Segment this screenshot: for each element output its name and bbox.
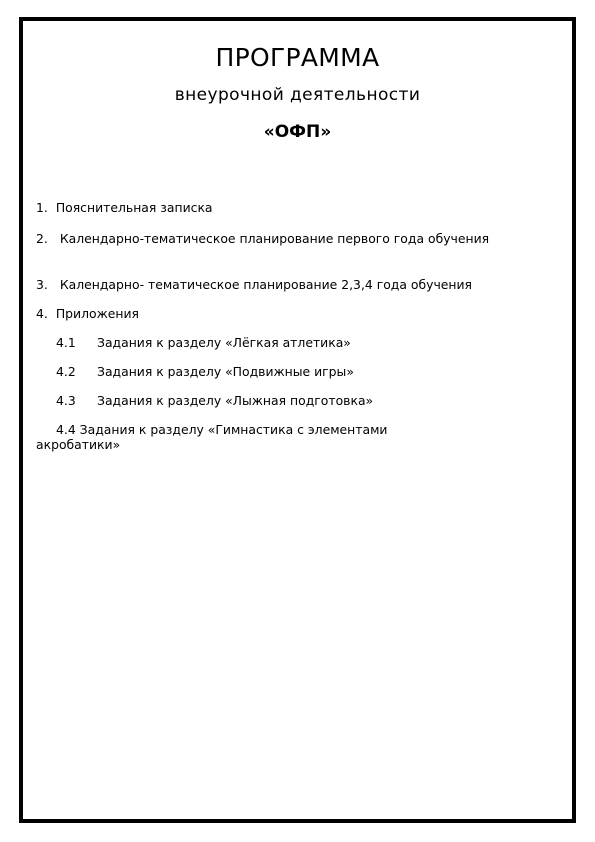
toc-item-first-year-planning xyxy=(36,231,496,246)
toc-subitem-label: Задания к разделу «Гимнастика с элементами акробатики» xyxy=(36,422,388,452)
toc-subitem-label: Задания к разделу «Лыжная подготовка» xyxy=(97,393,374,408)
toc-item-number: 4. xyxy=(36,306,48,321)
toc-item-number: 1. xyxy=(36,200,48,215)
toc-subitem-label: Задания к разделу «Подвижные игры» xyxy=(97,364,354,379)
toc-item-number: 3. xyxy=(36,277,48,292)
toc-subitem-number: 4.1 xyxy=(56,335,76,350)
toc-subitem-outdoor-games xyxy=(56,364,536,379)
toc-subitem-number: 4.2 xyxy=(56,364,76,379)
toc-item-explanatory-note xyxy=(36,200,536,215)
toc-subitem-label: Задания к разделу «Лёгкая атлетика» xyxy=(97,335,351,350)
document-subtitle: внеурочной деятельности xyxy=(174,85,421,105)
toc-item-number: 2. xyxy=(36,231,48,246)
toc-item-label: Приложения xyxy=(55,306,139,321)
toc-subitem-athletics xyxy=(56,335,536,350)
toc-item-appendices xyxy=(36,306,536,321)
toc-subitem-number: 4.4 xyxy=(56,422,76,437)
toc-item-label: Календарно-тематическое планирование первого года обучения xyxy=(59,231,490,246)
document-title: ПРОГРАММА xyxy=(215,43,380,72)
toc-item-later-years-planning xyxy=(36,277,536,292)
toc-subitem-number: 4.3 xyxy=(56,393,76,408)
toc-item-label: Календарно- тематическое планирование 2,3,4 года обучения xyxy=(59,277,472,292)
toc-subitem-gymnastics xyxy=(36,422,456,452)
toc-item-label: Пояснительная записка xyxy=(55,200,213,215)
toc-subitem-ski-training xyxy=(56,393,536,408)
program-name: «ОФП» xyxy=(263,122,332,142)
